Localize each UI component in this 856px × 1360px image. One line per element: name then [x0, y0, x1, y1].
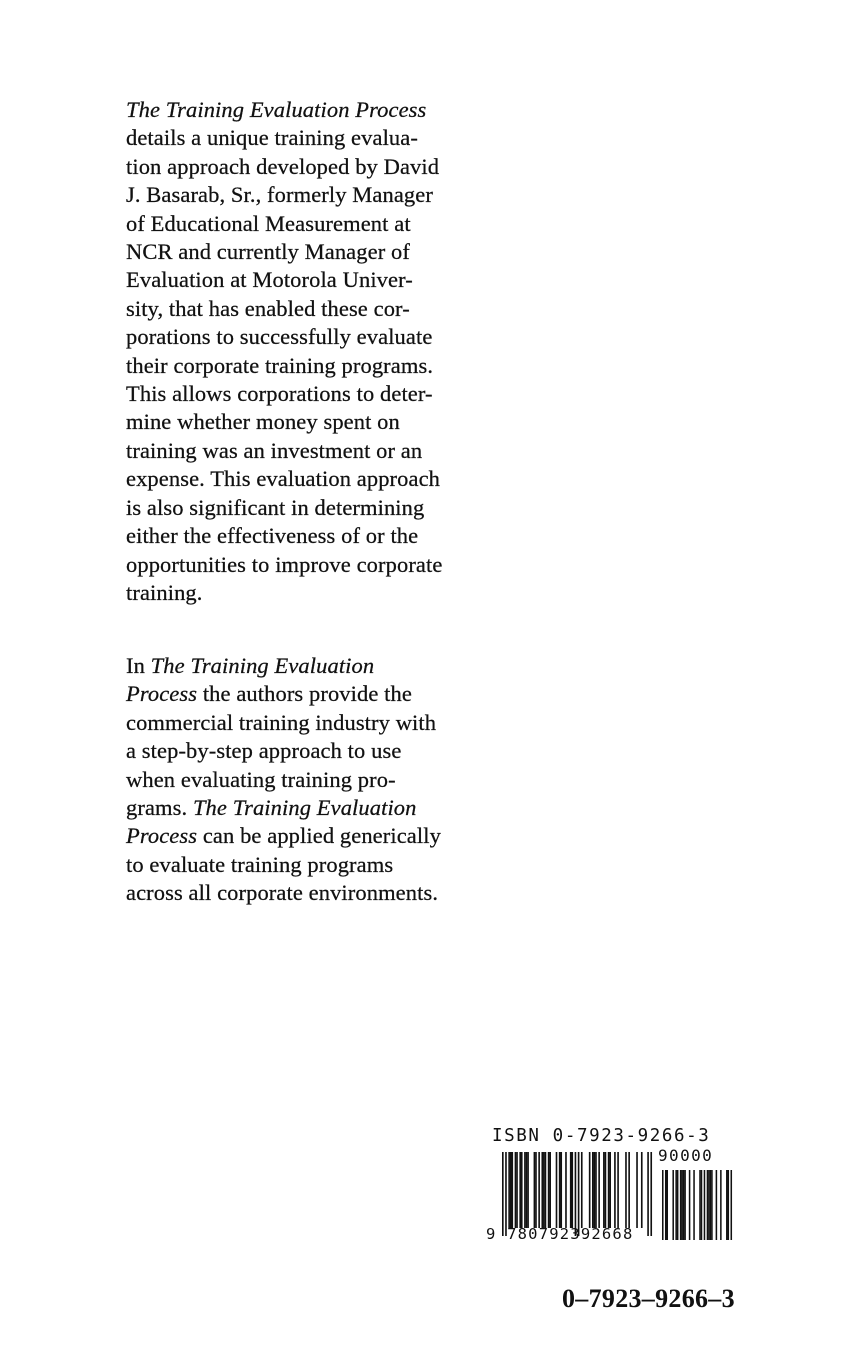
text-line: In The Training Evaluation — [126, 653, 375, 678]
barcode-addon-bar — [707, 1170, 709, 1240]
text-line: of Educational Measurement at — [126, 210, 411, 236]
barcode-bar — [605, 1152, 607, 1228]
barcode-bar — [598, 1152, 600, 1228]
text-line: commercial training industry with — [126, 709, 437, 735]
barcode-bar — [505, 1152, 507, 1236]
barcode-addon-bar — [689, 1170, 691, 1240]
barcode-bar — [559, 1152, 561, 1228]
description-paragraph-1 — [126, 96, 526, 607]
book-title-italic: The Training Evaluation — [150, 653, 375, 678]
text-line: either the effectiveness of or the — [126, 523, 419, 549]
text-line: training. — [126, 579, 203, 605]
barcode-bar — [515, 1152, 517, 1228]
barcode-bar — [545, 1152, 547, 1228]
book-title-italic: The Training Evaluation — [192, 795, 417, 821]
barcode-ean-digits: 9 780792392668 — [486, 1225, 634, 1243]
text-line: mine whether money spent on — [126, 409, 400, 435]
barcode-bar — [556, 1152, 558, 1228]
barcode-bar — [625, 1152, 627, 1228]
barcode-addon-bar — [684, 1170, 686, 1240]
text-line: expense. This evaluation approach — [126, 466, 441, 492]
text-line: is also significant in determining — [126, 494, 425, 520]
book-title-italic: Process — [126, 681, 198, 707]
barcode-bar — [575, 1152, 577, 1236]
text-line: opportunities to improve corporate — [126, 551, 443, 577]
barcode-bar — [535, 1152, 537, 1228]
barcode-bar — [595, 1152, 597, 1228]
barcode-addon-bar — [672, 1170, 674, 1240]
barcode-bar — [581, 1152, 583, 1228]
text-line: porations to successfully evaluate — [126, 324, 433, 350]
barcode-addon-bar — [680, 1170, 682, 1240]
barcode-bar — [570, 1152, 572, 1228]
barcode-addon-bar — [693, 1170, 695, 1240]
barcode-bar — [641, 1152, 643, 1228]
barcode-addon-digits: 90000 — [658, 1146, 714, 1165]
barcode-bar — [502, 1152, 504, 1236]
barcode-addon-bar — [728, 1170, 730, 1240]
barcode-addon-bar — [701, 1170, 703, 1240]
barcode-bar — [510, 1152, 512, 1228]
barcode-bar — [614, 1152, 616, 1228]
barcode-bar — [543, 1152, 545, 1228]
text-line: when evaluating training pro- — [126, 766, 396, 792]
barcode-bar — [617, 1152, 619, 1228]
text-line: NCR and currently Manager of — [126, 239, 410, 265]
barcode-bar — [636, 1152, 638, 1228]
text-line: training was an investment or an — [126, 437, 423, 463]
barcode-bar — [578, 1152, 580, 1236]
barcode-bar — [541, 1152, 543, 1228]
text-line: tion approach developed by David — [126, 153, 440, 179]
barcode-bar — [571, 1152, 573, 1228]
barcode-bar — [511, 1152, 513, 1228]
barcode-bar — [516, 1152, 518, 1228]
barcode-bar — [628, 1152, 630, 1228]
text-line: details a unique training evalua- — [126, 125, 418, 151]
barcode-bar — [524, 1152, 526, 1228]
barcode-addon-bar — [704, 1170, 706, 1240]
barcode-bar — [548, 1152, 550, 1228]
barcode-bar — [650, 1152, 652, 1236]
barcode-addon-bar — [711, 1170, 713, 1240]
barcode-bar — [534, 1152, 536, 1228]
isbn-number-bold: 0–7923–9266–3 — [562, 1284, 735, 1313]
text-line: Process the authors provide the — [126, 681, 412, 707]
barcode-addon-bar — [708, 1170, 710, 1240]
barcode-bar — [603, 1152, 605, 1228]
barcode-bar — [565, 1152, 567, 1228]
text-line: their corporate training programs. — [126, 352, 434, 378]
barcode-bar — [519, 1152, 521, 1228]
barcode-bar — [538, 1152, 540, 1228]
text-line: to evaluate training programs — [126, 851, 394, 877]
barcode-bar — [592, 1152, 594, 1228]
barcode-bar — [527, 1152, 529, 1228]
barcode-bar — [560, 1152, 562, 1228]
barcode-addon-bar — [699, 1170, 701, 1240]
barcode-bar — [594, 1152, 596, 1228]
barcode-bar — [526, 1152, 528, 1228]
text-line: grams. The Training Evaluation — [126, 795, 417, 821]
text-line: a step-by-step approach to use — [126, 738, 402, 764]
barcode-addon-bar — [731, 1170, 733, 1240]
barcode-addon-bar — [720, 1170, 722, 1240]
text-line: Process can be applied generically — [126, 823, 441, 849]
description-paragraph-2 — [126, 652, 526, 908]
isbn-label: ISBN 0-7923-9266-3 — [492, 1126, 711, 1146]
text-line: Evaluation at Motorola Univer- — [126, 267, 413, 293]
barcode-bar — [608, 1152, 610, 1228]
barcode-addon-bar — [666, 1170, 668, 1240]
barcode-bar — [508, 1152, 510, 1228]
barcode-addon-bar — [681, 1170, 683, 1240]
barcode-addon-bar — [677, 1170, 679, 1240]
text-line: J. Basarab, Sr., formerly Manager — [126, 182, 433, 208]
barcode-addon-bar — [665, 1170, 667, 1240]
barcode-addon-bar — [662, 1170, 664, 1240]
book-title-italic: The Training Evaluation Process — [126, 97, 427, 122]
barcode-bar — [647, 1152, 649, 1236]
text-line: This allows corporations to deter- — [126, 381, 433, 407]
barcode-bar — [609, 1152, 611, 1228]
barcode-bar — [589, 1152, 591, 1228]
barcode-addon-bar — [726, 1170, 728, 1240]
barcode-addon-bar — [683, 1170, 685, 1240]
barcode-bar — [521, 1152, 523, 1228]
text-line — [126, 96, 526, 124]
barcode-addon-bar — [716, 1170, 718, 1240]
barcode-addon-bar — [675, 1170, 677, 1240]
barcode-bar — [549, 1152, 551, 1228]
text-line: sity, that has enabled these cor- — [126, 295, 410, 321]
book-title-italic: Process — [126, 823, 198, 849]
text-line: across all corporate environments. — [126, 880, 439, 906]
barcode-addon-bar — [710, 1170, 712, 1240]
